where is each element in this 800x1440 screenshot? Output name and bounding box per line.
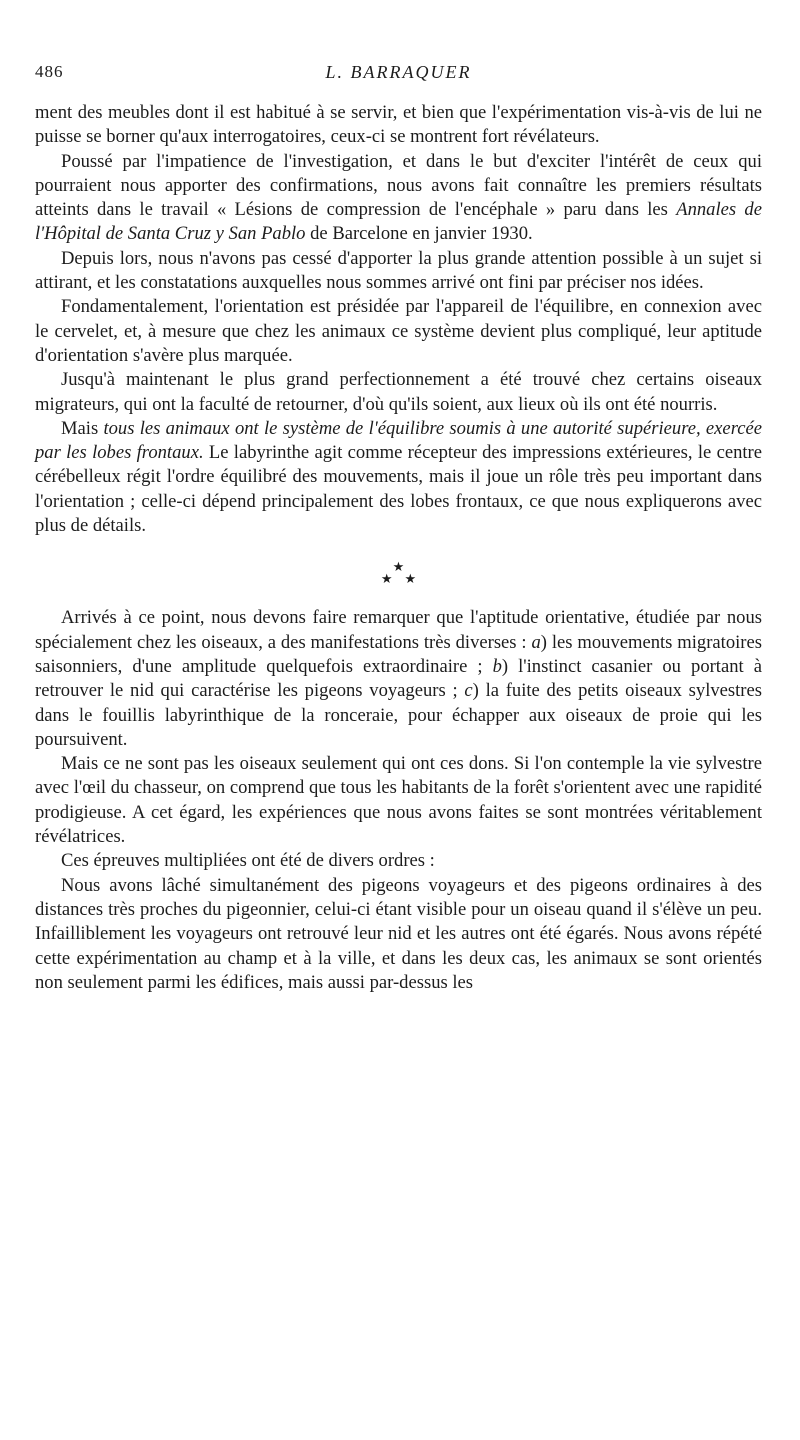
text-run: Le labyrinthe agit comme récepteur des impressions extérieures, le centre cérébelleux régit l'ordre équilibré des mouvements, mais il joue un rôle très peu important dans l'orientation ; celle-ci dépend principalement des lobes frontaux, ce que nous expliquerons avec plus de détails. — [35, 442, 762, 537]
running-head: L. BARRAQUER — [325, 62, 472, 82]
asterism-divider: ★ ★ ★ — [380, 559, 417, 587]
paragraph — [35, 849, 762, 873]
text-run: Nous avons lâché simultanément des pigeons voyageurs et des pigeons ordinaires à des distances très proches du pigeonnier, celui-ci étant visible pour un oiseau quand il s'élève un peu. Infailliblement les voyageurs ont retrouvé leur nid et les autres ont été égarés. Nous avons répété cette expérimentation au champ et à la ville, et dans les deux cas, les animaux se sont orientés non seulement parmi les édifices, mais aussi par-dessus les — [35, 874, 762, 993]
paragraph — [35, 752, 762, 849]
paragraph — [35, 101, 762, 150]
paragraph — [35, 247, 762, 296]
italic-run: b — [492, 655, 502, 677]
italic-run: Annales de l'Hôpital de Santa Cruz y San Pablo — [35, 199, 762, 245]
text-run: Poussé par l'impatience de l'investigation, et dans le but d'exciter l'intérêt de ceux qui pourraient nous apporter des confirmations, nous avons fait connaître les premiers résultats atteints dans le travail « Lésions de compression de l'encéphale » paru dans les — [35, 150, 762, 221]
page-header — [35, 62, 762, 92]
text-run: ) les mouvements migratoires saisonniers, d'une amplitude quelquefois extraordinaire ; — [35, 631, 762, 677]
paragraph — [35, 368, 762, 417]
text-run: Ces épreuves multipliées ont été de divers ordres : — [61, 850, 435, 872]
italic-run: c — [464, 680, 473, 702]
text-run: ) la fuite des petits oiseaux sylvestres dans le fouillis labyrinthique de la ronceraie, pour échapper aux oiseaux de proie qui les poursuivent. — [35, 680, 762, 750]
paragraph — [35, 606, 762, 752]
italic-run: tous les animaux ont le système de l'équilibre soumis à une autorité supérieure, exercée par les lobes frontaux. — [35, 417, 762, 464]
italic-run: a — [531, 631, 541, 653]
text-run: ment des meubles dont il est habitué à se servir, et bien que l'expérimentation vis-à-vis de lui ne puisse se borner qu'aux interrogatoires, ceux-ci se montrent fort révélateurs. — [35, 102, 762, 148]
paragraph — [35, 874, 762, 995]
text-run: Depuis lors, nous n'avons pas cessé d'apporter la plus grande attention possible à un sujet si attirant, et les constatations auxquelles nous sommes arrivé ont fini par préciser nos idées. — [35, 247, 762, 294]
text-run: Jusqu'à maintenant le plus grand perfectionnement a été trouvé chez certains oiseaux migrateurs, qui ont la faculté de retourner, d'où qu'ils soient, aux lieux où ils ont été nourris. — [35, 369, 762, 415]
page-number: 486 — [35, 62, 64, 81]
text-run: Arrivés à ce point, nous devons faire remarquer que l'aptitude orientative, étudiée par nous spécialement chez les oiseaux, a des manifestations très diverses : — [35, 607, 762, 653]
text-run: ) l'instinct casanier ou portant à retrouver le nid qui caractérise les pigeons voyageurs ; — [35, 655, 762, 702]
paragraph — [35, 295, 762, 368]
text-run: Fondamentalement, l'orientation est présidée par l'appareil de l'équilibre, en connexion avec le cervelet, et, à mesure que chez les animaux ce système devient plus compliqué, leur aptitude d'orientation s'avère plus marquée. — [35, 296, 762, 366]
text-run: Mais ce ne sont pas les oiseaux seulement qui ont ces dons. Si l'on contemple la vie sylvestre avec l'œil du chasseur, on comprend que tous les habitants de la forêt s'orientent avec une rapidité prodigieuse. A cet égard, les expériences que nous avons faites se sont montrées véritablement révélatrices. — [35, 753, 762, 848]
paragraph — [35, 150, 762, 247]
text-run: Mais — [61, 417, 104, 439]
text-run: de Barcelone en janvier 1930. — [305, 223, 533, 245]
body-text — [35, 101, 762, 995]
paragraph — [35, 417, 762, 538]
